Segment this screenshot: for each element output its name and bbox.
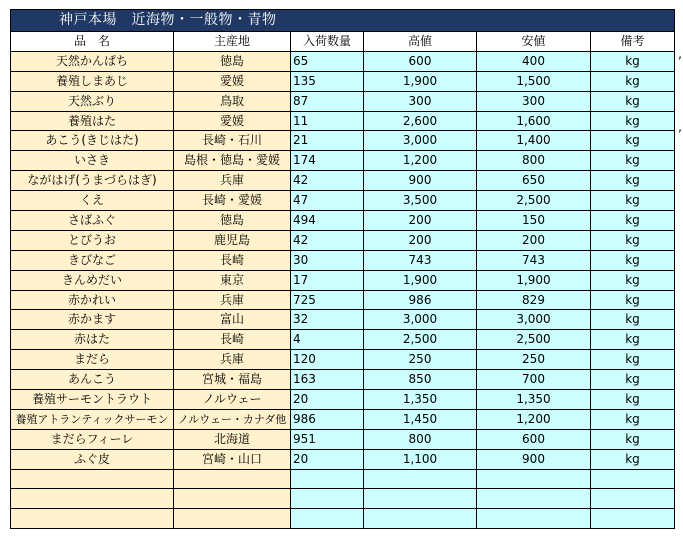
table-row	[11, 270, 675, 290]
low-price-cell[interactable]: 150	[477, 211, 591, 231]
unit-cell[interactable]: kg	[591, 370, 675, 390]
empty-row	[11, 509, 675, 529]
quantity-cell[interactable]: 11	[291, 111, 364, 131]
low-price-cell[interactable]: 1,900	[477, 270, 591, 290]
table-row	[11, 330, 675, 350]
quantity-cell[interactable]: 4	[291, 330, 364, 350]
empty-cell[interactable]	[364, 489, 477, 509]
high-price-cell[interactable]: 850	[364, 370, 477, 390]
origin-cell[interactable]: 兵庫	[174, 171, 291, 191]
empty-cell[interactable]	[11, 509, 174, 529]
quantity-cell[interactable]: 725	[291, 290, 364, 310]
low-price-cell[interactable]: 1,200	[477, 409, 591, 429]
quantity-cell[interactable]: 174	[291, 151, 364, 171]
origin-cell[interactable]: 宮城・福島	[174, 370, 291, 390]
origin-cell[interactable]: 長崎・石川	[174, 131, 291, 151]
quantity-cell[interactable]: 120	[291, 350, 364, 370]
high-price-cell[interactable]: 1,900	[364, 71, 477, 91]
table-title[interactable]: 神戸本場 近海物・一般物・青物	[11, 10, 675, 32]
unit-cell[interactable]: kg	[591, 390, 675, 410]
empty-cell[interactable]	[174, 469, 291, 489]
origin-cell[interactable]: 兵庫	[174, 290, 291, 310]
table-row	[11, 191, 675, 211]
quantity-cell[interactable]: 47	[291, 191, 364, 211]
item-name-cell[interactable]: いさき	[11, 151, 174, 171]
item-name-cell[interactable]: 養殖しまあじ	[11, 71, 174, 91]
empty-cell[interactable]	[291, 469, 364, 489]
origin-cell[interactable]: 鳥取	[174, 91, 291, 111]
origin-cell[interactable]: 東京	[174, 270, 291, 290]
low-price-cell[interactable]: 800	[477, 151, 591, 171]
item-name-cell[interactable]: 養殖アトランティックサーモン	[11, 409, 174, 429]
high-price-cell[interactable]: 3,000	[364, 131, 477, 151]
unit-cell[interactable]: kg	[591, 211, 675, 231]
origin-cell[interactable]: 愛媛	[174, 111, 291, 131]
origin-cell[interactable]: 宮崎・山口	[174, 449, 291, 469]
high-price-cell[interactable]: 1,100	[364, 449, 477, 469]
quantity-cell[interactable]: 494	[291, 211, 364, 231]
high-price-cell[interactable]: 300	[364, 91, 477, 111]
high-price-cell[interactable]: 2,500	[364, 330, 477, 350]
high-price-cell[interactable]: 3,000	[364, 310, 477, 330]
item-name-cell[interactable]: ながはげ(うまづらはぎ)	[11, 171, 174, 191]
low-price-cell[interactable]: 829	[477, 290, 591, 310]
low-price-cell[interactable]: 600	[477, 429, 591, 449]
title-row	[11, 10, 675, 32]
unit-cell[interactable]: kg	[591, 330, 675, 350]
high-price-cell[interactable]: 250	[364, 350, 477, 370]
low-price-cell[interactable]: 1,600	[477, 111, 591, 131]
empty-cell[interactable]	[11, 489, 174, 509]
low-price-cell[interactable]: 300	[477, 91, 591, 111]
item-name-cell[interactable]: きびなご	[11, 250, 174, 270]
high-price-cell[interactable]: 800	[364, 429, 477, 449]
empty-cell[interactable]	[291, 509, 364, 529]
table-row	[11, 91, 675, 111]
item-name-cell[interactable]: 赤かます	[11, 310, 174, 330]
unit-cell[interactable]: kg	[591, 270, 675, 290]
unit-cell[interactable]: kg	[591, 230, 675, 250]
unit-cell[interactable]: kg	[591, 449, 675, 469]
low-price-cell[interactable]: 2,500	[477, 191, 591, 211]
origin-cell[interactable]: 長崎・愛媛	[174, 191, 291, 211]
empty-cell[interactable]	[477, 489, 591, 509]
low-price-cell[interactable]: 3,000	[477, 310, 591, 330]
origin-cell[interactable]: 愛媛	[174, 71, 291, 91]
edge-mark-top: ,	[678, 47, 682, 61]
empty-row	[11, 489, 675, 509]
empty-cell[interactable]	[591, 469, 675, 489]
header-origin[interactable]: 主産地	[174, 32, 291, 52]
empty-cell[interactable]	[291, 489, 364, 509]
empty-cell[interactable]	[364, 509, 477, 529]
table-row	[11, 131, 675, 151]
header-high-price[interactable]: 高値	[364, 32, 477, 52]
low-price-cell[interactable]: 650	[477, 171, 591, 191]
table-row	[11, 230, 675, 250]
item-name-cell[interactable]: 赤はた	[11, 330, 174, 350]
low-price-cell[interactable]: 743	[477, 250, 591, 270]
item-name-cell[interactable]: あこう(きじはた)	[11, 131, 174, 151]
item-name-cell[interactable]: きんめだい	[11, 270, 174, 290]
item-name-cell[interactable]: 天然かんぱち	[11, 51, 174, 71]
high-price-cell[interactable]: 2,600	[364, 111, 477, 131]
item-name-cell[interactable]: 養殖サーモントラウト	[11, 390, 174, 410]
quantity-cell[interactable]: 65	[291, 51, 364, 71]
empty-cell[interactable]	[174, 509, 291, 529]
table-row	[11, 171, 675, 191]
high-price-cell[interactable]: 900	[364, 171, 477, 191]
empty-cell[interactable]	[174, 489, 291, 509]
low-price-cell[interactable]: 400	[477, 51, 591, 71]
quantity-cell[interactable]: 87	[291, 91, 364, 111]
item-name-cell[interactable]: まだらフィーレ	[11, 429, 174, 449]
table-row	[11, 51, 675, 71]
quantity-cell[interactable]: 163	[291, 370, 364, 390]
empty-cell[interactable]	[591, 489, 675, 509]
unit-cell[interactable]: kg	[591, 131, 675, 151]
quantity-cell[interactable]: 986	[291, 409, 364, 429]
low-price-cell[interactable]: 900	[477, 449, 591, 469]
quantity-cell[interactable]: 42	[291, 230, 364, 250]
low-price-cell[interactable]: 1,500	[477, 71, 591, 91]
origin-cell[interactable]: ノルウェー	[174, 390, 291, 410]
high-price-cell[interactable]: 743	[364, 250, 477, 270]
item-name-cell[interactable]: さばふぐ	[11, 211, 174, 231]
quantity-cell[interactable]: 21	[291, 131, 364, 151]
table-row	[11, 151, 675, 171]
item-name-cell[interactable]: 養殖はた	[11, 111, 174, 131]
high-price-cell[interactable]: 200	[364, 230, 477, 250]
unit-cell[interactable]: kg	[591, 51, 675, 71]
high-price-cell[interactable]: 1,200	[364, 151, 477, 171]
item-name-cell[interactable]: まだら	[11, 350, 174, 370]
item-name-cell[interactable]: あんこう	[11, 370, 174, 390]
item-name-cell[interactable]: ふぐ皮	[11, 449, 174, 469]
low-price-cell[interactable]: 700	[477, 370, 591, 390]
unit-cell[interactable]: kg	[591, 350, 675, 370]
high-price-cell[interactable]: 600	[364, 51, 477, 71]
unit-cell[interactable]: kg	[591, 250, 675, 270]
header-quantity[interactable]: 入荷数量	[291, 32, 364, 52]
quantity-cell[interactable]: 20	[291, 449, 364, 469]
header-notes[interactable]: 備考	[591, 32, 675, 52]
origin-cell[interactable]: 長崎	[174, 250, 291, 270]
quantity-cell[interactable]: 30	[291, 250, 364, 270]
item-name-cell[interactable]: とびうお	[11, 230, 174, 250]
low-price-cell[interactable]: 1,400	[477, 131, 591, 151]
table-row	[11, 71, 675, 91]
high-price-cell[interactable]: 1,450	[364, 409, 477, 429]
high-price-cell[interactable]: 1,900	[364, 270, 477, 290]
header-low-price[interactable]: 安値	[477, 32, 591, 52]
table-row	[11, 350, 675, 370]
origin-cell[interactable]: 兵庫	[174, 350, 291, 370]
unit-cell[interactable]: kg	[591, 429, 675, 449]
quantity-cell[interactable]: 20	[291, 390, 364, 410]
low-price-cell[interactable]: 1,350	[477, 390, 591, 410]
empty-cell[interactable]	[477, 509, 591, 529]
table-row	[11, 290, 675, 310]
market-price-table	[10, 9, 675, 529]
origin-cell[interactable]: 徳島	[174, 211, 291, 231]
unit-cell[interactable]: kg	[591, 91, 675, 111]
edge-mark-bottom: ,	[678, 120, 682, 134]
low-price-cell[interactable]: 200	[477, 230, 591, 250]
table-row	[11, 111, 675, 131]
unit-cell[interactable]: kg	[591, 111, 675, 131]
table-row	[11, 449, 675, 469]
origin-cell[interactable]: ノルウェー・カナダ他	[174, 409, 291, 429]
table-row	[11, 211, 675, 231]
low-price-cell[interactable]: 2,500	[477, 330, 591, 350]
origin-cell[interactable]: 北海道	[174, 429, 291, 449]
empty-cell[interactable]	[364, 469, 477, 489]
quantity-cell[interactable]: 42	[291, 171, 364, 191]
unit-cell[interactable]: kg	[591, 409, 675, 429]
unit-cell[interactable]: kg	[591, 151, 675, 171]
item-name-cell[interactable]: くえ	[11, 191, 174, 211]
table-row	[11, 409, 675, 429]
header-name[interactable]: 品 名	[11, 32, 174, 52]
origin-cell[interactable]: 徳島	[174, 51, 291, 71]
table-row	[11, 250, 675, 270]
empty-cell[interactable]	[477, 469, 591, 489]
table-row	[11, 390, 675, 410]
table-row	[11, 370, 675, 390]
quantity-cell[interactable]: 951	[291, 429, 364, 449]
origin-cell[interactable]: 長崎	[174, 330, 291, 350]
table-row	[11, 429, 675, 449]
origin-cell[interactable]: 鹿児島	[174, 230, 291, 250]
high-price-cell[interactable]: 200	[364, 211, 477, 231]
unit-cell[interactable]: kg	[591, 71, 675, 91]
origin-cell[interactable]: 島根・徳島・愛媛	[174, 151, 291, 171]
quantity-cell[interactable]: 17	[291, 270, 364, 290]
item-name-cell[interactable]: 天然ぶり	[11, 91, 174, 111]
header-row	[11, 32, 675, 52]
empty-row	[11, 469, 675, 489]
high-price-cell[interactable]: 1,350	[364, 390, 477, 410]
unit-cell[interactable]: kg	[591, 290, 675, 310]
quantity-cell[interactable]: 135	[291, 71, 364, 91]
unit-cell[interactable]: kg	[591, 310, 675, 330]
empty-cell[interactable]	[591, 509, 675, 529]
item-name-cell[interactable]: 赤かれい	[11, 290, 174, 310]
high-price-cell[interactable]: 986	[364, 290, 477, 310]
quantity-cell[interactable]: 32	[291, 310, 364, 330]
unit-cell[interactable]: kg	[591, 171, 675, 191]
origin-cell[interactable]: 富山	[174, 310, 291, 330]
low-price-cell[interactable]: 250	[477, 350, 591, 370]
unit-cell[interactable]: kg	[591, 191, 675, 211]
table-row	[11, 310, 675, 330]
empty-cell[interactable]	[11, 469, 174, 489]
high-price-cell[interactable]: 3,500	[364, 191, 477, 211]
